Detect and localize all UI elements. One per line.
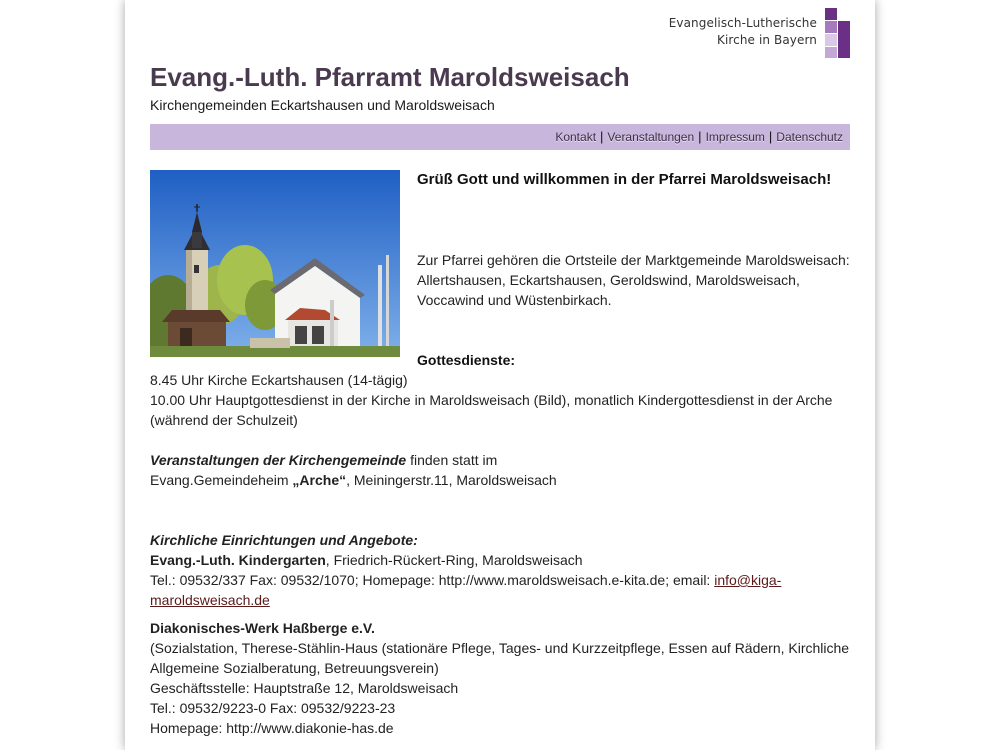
service-maroldsweisach: 10.00 Uhr Hauptgottesdienst in der Kirche in Maroldsweisach (Bild), monatlich Kindergottesdienst in der Arche (während der Schulzeit) — [150, 392, 833, 428]
page-title: Evang.-Luth. Pfarramt Maroldsweisach — [150, 62, 630, 92]
logo-mark-icon — [825, 8, 850, 58]
nav-separator: | — [768, 129, 773, 144]
nav-separator: | — [698, 129, 702, 144]
logo-line-1: Evangelisch-Lutherische — [668, 16, 817, 30]
events-block — [150, 450, 850, 490]
diakonie-block — [150, 618, 850, 738]
church-photo — [150, 170, 400, 357]
kindergarten-name: Evang.-Luth. Kindergarten — [150, 552, 326, 568]
nav-link-kontakt[interactable]: Kontakt — [555, 130, 597, 144]
diakonie-name: Diakonisches-Werk Haßberge e.V. — [150, 620, 375, 636]
intro-text: Zur Pfarrei gehören die Ortsteile der Marktgemeinde Maroldsweisach: Allertshausen, Eckartshausen, Geroldswind, Maroldsweisach, Voccawind und Wüstenbirkach. — [417, 252, 850, 308]
institutions-block — [150, 530, 850, 610]
church-logo[interactable] — [669, 8, 850, 58]
diakonie-description: (Sozialstation, Therese-Stählin-Haus (stationäre Pflege, Tages- und Kurzzeitpflege, Essen auf Rädern, Kirchliche Allgemeine Sozialberatung, Betreuungsverein) — [150, 640, 850, 676]
nav-link-veranstaltungen[interactable]: Veranstaltungen — [607, 130, 695, 144]
events-heading: Veranstaltungen der Kirchengemeinde — [150, 452, 407, 468]
kindergarten-contact: Tel.: 09532/337 Fax: 09532/1070; Homepage: http://www.maroldsweisach.e-kita.de; email: — [150, 572, 715, 588]
kindergarten-email-link[interactable]: info@kiga-maroldsweisach.de — [150, 572, 782, 608]
diakonie-office: Geschäftsstelle: Hauptstraße 12, Maroldsweisach — [150, 680, 459, 696]
institutions-heading: Kirchliche Einrichtungen und Angebote: — [150, 532, 418, 548]
nav-link-datenschutz[interactable]: Datenschutz — [776, 130, 843, 144]
events-location-name: „Arche“ — [292, 472, 347, 488]
logo-line-2: Kirche in Bayern — [716, 33, 817, 47]
services-block — [150, 370, 850, 430]
welcome-heading: Grüß Gott und willkommen in der Pfarrei Maroldsweisach! — [417, 171, 832, 188]
service-eckartshausen: 8.45 Uhr Kirche Eckartshausen (14-tägig) — [150, 372, 408, 388]
kindergarten-address: , Friedrich-Rückert-Ring, Maroldsweisach — [325, 552, 583, 568]
diakonie-phone: Tel.: 09532/9223-0 Fax: 09532/9223-23 — [150, 700, 396, 716]
events-location-address: , Meiningerstr.11, Maroldsweisach — [346, 472, 557, 488]
logo-text — [669, 15, 817, 49]
page-container — [125, 0, 875, 750]
nav-separator: | — [600, 129, 604, 144]
events-text: finden statt im — [406, 452, 498, 468]
services-heading: Gottesdienste: — [417, 352, 516, 368]
diakonie-homepage: Homepage: http://www.diakonie-has.de — [150, 720, 394, 736]
page-subtitle: Kirchengemeinden Eckartshausen und Maroldsweisach — [150, 97, 495, 113]
main-navigation — [150, 124, 850, 150]
events-location-prefix: Evang.Gemeindeheim — [150, 472, 293, 488]
nav-link-impressum[interactable]: Impressum — [705, 130, 765, 144]
